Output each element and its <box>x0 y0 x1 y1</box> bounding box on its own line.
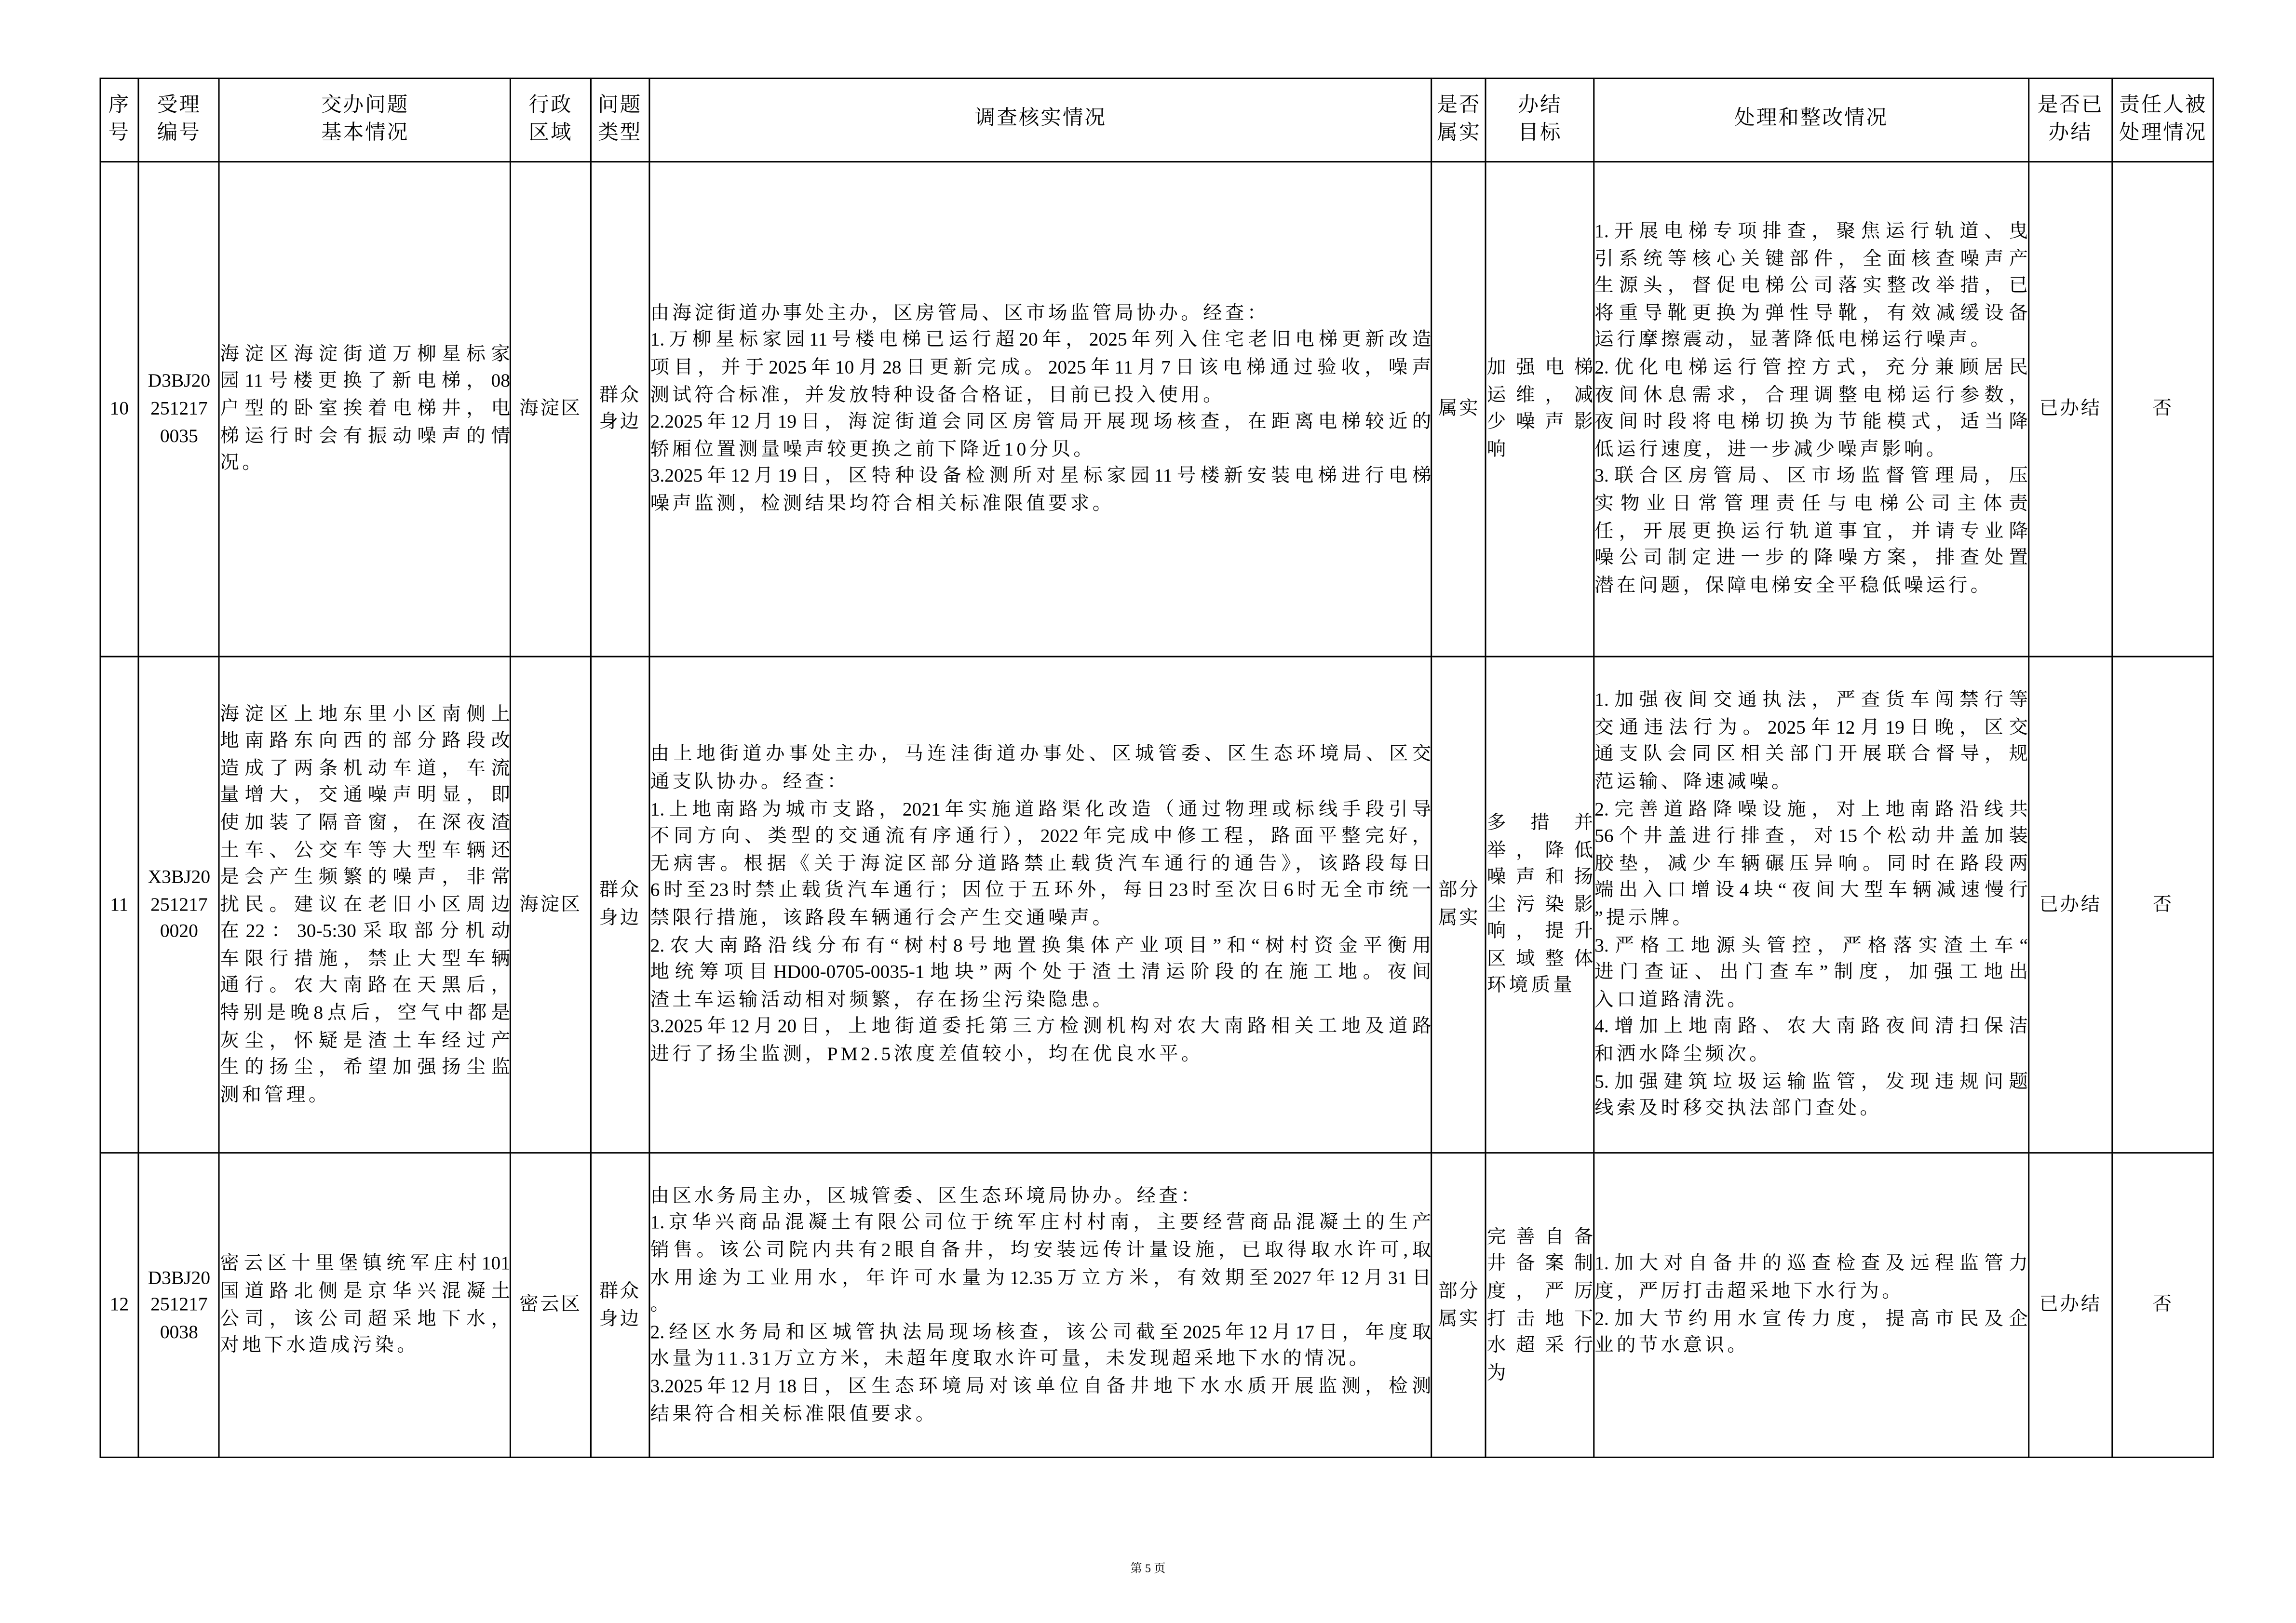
text-line: 灰尘，怀疑是渣土车经过产 <box>220 1029 511 1051</box>
table-header-row <box>100 78 2214 161</box>
text-line: 2.2025年12月19日，海淀街道会同区房管局开展现场核查，在距离电梯较近的 <box>650 410 1432 432</box>
cell-verified <box>1432 1153 1486 1458</box>
text-line: 区域整体 <box>1486 947 1594 969</box>
paragraph <box>1594 932 2028 1013</box>
text-line: 通支队会同区相关部门开展联合督导，规 <box>1594 743 2028 765</box>
text-line: 测试符合标准，并发放特种设备合格证，目前已投入使用。 <box>650 383 1225 405</box>
column-header-label: 属实 <box>1437 121 1481 145</box>
paragraph <box>650 932 1432 1013</box>
text-line: 不同方向、类型的交通流有序通行），2022年完成中修工程，路面平整完好， <box>650 824 1432 847</box>
column-header-label: 是否已 <box>2037 93 2104 117</box>
text-line: 3.2025年12月18日，区生态环境局对该单位自备井地下水水质开展监测，检测 <box>650 1374 1432 1397</box>
column-header-label: 受理 <box>157 93 201 117</box>
column-header-label: 类型 <box>598 121 642 145</box>
cell-accountability <box>2112 657 2214 1153</box>
text-line: 4.增加上地南路、农大南路夜间清扫保洁 <box>1594 1015 2028 1037</box>
text-line: 销售。该公司院内共有2眼自备井，均安装远传计量设施，已取得取水许可,取 <box>650 1238 1432 1261</box>
cell-text: 密云区 <box>519 1293 582 1315</box>
text-line: 6时至23时禁止载货汽车通行；因位于五环外，每日23时至次日6时无全市统一 <box>650 879 1432 901</box>
text-line: 度，严厉打击超采地下水行为。 <box>1594 1279 1904 1301</box>
text-line: 1.上地南路为城市支路，2021年实施道路渠化改造（通过物理或标线手段引导 <box>650 797 1432 819</box>
text-line: 线索及时移交执法部门查处。 <box>1594 1097 1882 1119</box>
text-line: 水用途为工业用水，年许可水量为12.35万立方米，有效期至2027年12月31日 <box>650 1265 1432 1288</box>
text-line: 渣土车运输活动相对频繁，存在扬尘污染隐患。 <box>650 988 1115 1010</box>
text-line: 对地下水造成污染。 <box>220 1333 419 1356</box>
column-header-label: 交办问题 <box>321 93 409 117</box>
text-line: 梯运行时会有振动噪声的情 <box>220 424 511 446</box>
paragraph <box>650 1014 1432 1068</box>
cell-text: 海淀区 <box>519 396 582 419</box>
cell-issue-description <box>219 1153 511 1458</box>
text-line: 2.完善道路降噪设施，对上地南路沿线共 <box>1594 797 2028 819</box>
column-header-issue-description <box>219 78 511 161</box>
text-line: 3.2025年12月20日，上地街道委托第三方检测机构对农大南路相关工地及道路 <box>650 1015 1432 1037</box>
cell-text-line: 属实 <box>1438 1306 1480 1329</box>
text-line: 项目，并于2025年10月28日更新完成。2025年11月7日该电梯通过验收，噪声 <box>650 356 1432 378</box>
paragraph <box>220 1251 510 1360</box>
text-line: 公司，该公司超采地下水， <box>220 1306 511 1329</box>
text-line: 特别是晚8点后，空气中都是 <box>220 1001 511 1024</box>
table-body <box>100 161 2214 1457</box>
text-line: 结果符合相关标准限值要求。 <box>650 1402 938 1424</box>
cell-case-id <box>139 1153 219 1458</box>
text-line: 将重导靴更换为弹性导靴，有效减缓设备 <box>1594 301 2028 323</box>
text-line: 胶垫，减少车辆碾压异响。同时在路段两 <box>1594 851 2028 874</box>
column-header-label: 行政 <box>528 93 573 117</box>
text-line: 任，开展更换运行轨道事宜，并请专业降 <box>1594 519 2028 541</box>
paragraph <box>650 463 1432 518</box>
page-number: 第 5 页 <box>1130 1562 1166 1575</box>
column-header-case-id <box>139 78 219 161</box>
text-line: 56个井盖进行排查，对15个松动井盖加装 <box>1594 824 2028 847</box>
text-line: 1.加大对自备井的巡查检查及远程监管力 <box>1594 1252 2028 1274</box>
cell-district <box>511 161 591 657</box>
column-header-label: 处理和整改情况 <box>1734 107 1889 131</box>
cell-accountability <box>2112 161 2214 657</box>
column-header-verified <box>1432 78 1486 161</box>
column-header-label: 是否 <box>1437 93 1481 117</box>
text-line: 1.万柳星标家园11号楼电梯已运行超20年，2025年列入住宅老旧电梯更新改造 <box>650 328 1432 351</box>
text-line: 实物业日常管理责任与电梯公司主体责 <box>1594 492 2028 514</box>
cell-seq <box>100 1153 139 1458</box>
cell-verified <box>1432 161 1486 657</box>
text-line: 为 <box>1486 1361 1509 1383</box>
cell-text: 海淀区 <box>519 892 582 915</box>
paragraph <box>1487 809 1593 1000</box>
cell-text-line: 身边 <box>599 1306 641 1329</box>
cell-resolution-goal <box>1486 657 1594 1153</box>
text-line: 响 <box>1486 437 1509 460</box>
text-line: 1.京华兴商品混凝土有限公司位于统军庄村村南，主要经营商品混凝土的生产 <box>650 1211 1432 1234</box>
column-header-label: 办结 <box>2048 121 2093 145</box>
text-line: 进行了扬尘监测，PM2.5浓度差值较小，均在优良水平。 <box>650 1042 1203 1064</box>
cell-text-line: 251217 <box>150 396 208 419</box>
text-line: 轿厢位置测量噪声较更换之前下降近10分贝。 <box>650 437 1096 460</box>
cell-text-line: 属实 <box>1438 906 1480 928</box>
column-header-seq <box>100 78 139 161</box>
text-line: 扰民。建议在老旧小区周边 <box>220 892 511 915</box>
text-line: 户型的卧室挨着电梯井，电 <box>220 396 511 419</box>
text-line: 由海淀街道办事处主办，区房管局、区市场监管局协办。经查： <box>650 301 1270 323</box>
column-header-label: 目标 <box>1518 121 1562 145</box>
cell-resolution-goal <box>1486 161 1594 657</box>
column-header-label: 调查核实情况 <box>974 107 1107 131</box>
table-row <box>100 657 2214 1153</box>
paragraph <box>650 1373 1432 1428</box>
text-line: 量增大，交通噪声明显，即 <box>220 783 511 806</box>
cell-case-id <box>139 657 219 1153</box>
text-line: 响，提升 <box>1486 920 1594 942</box>
cell-rectification-actions <box>1594 1153 2029 1458</box>
text-line: 噪声和扬 <box>1486 865 1594 887</box>
text-line: 1.加强夜间交通执法，严查货车闯禁行等 <box>1594 688 2028 711</box>
text-line: 水超采行 <box>1486 1333 1594 1356</box>
text-line: 车限行措施，禁止大型车辆 <box>220 947 511 969</box>
paragraph <box>1594 687 2028 796</box>
column-header-investigation <box>649 78 1432 161</box>
cell-investigation <box>649 161 1432 657</box>
cell-investigation <box>649 657 1432 1153</box>
text-line: 引系统等核心关键部件，全面核查噪声产 <box>1594 247 2028 269</box>
cell-closure-status <box>2029 1153 2112 1458</box>
cell-text: 否 <box>2152 892 2174 915</box>
text-line: 。 <box>650 1293 673 1315</box>
text-line: 2.优化电梯运行管控方式，充分兼顾居民 <box>1594 356 2028 378</box>
text-line: 进门查证、出门查车”制度，加强工地出 <box>1594 960 2028 983</box>
column-header-label: 基本情况 <box>321 121 409 145</box>
cell-issue-category <box>590 657 649 1153</box>
cell-seq <box>100 657 139 1153</box>
text-line: 水量为11.31万立方米，未超年度取水许可量，未发现超采地下水的情况。 <box>650 1347 1371 1369</box>
cell-text: 已办结 <box>2039 1293 2102 1315</box>
paragraph <box>1487 1223 1593 1387</box>
text-line: 2.农大南路沿线分布有“树村8号地置换集体产业项目”和“树村资金平衡用 <box>650 933 1432 955</box>
cell-text-line: 251217 <box>150 1293 208 1315</box>
text-line: 5.加强建筑垃圾运输监管，发现违规问题 <box>1594 1069 2028 1092</box>
cell-closure-status <box>2029 161 2112 657</box>
text-line: 生源头，督促电梯公司落实整改举措，已 <box>1594 274 2028 296</box>
text-line: 夜间休息需求，合理调整电梯运行参数， <box>1594 383 2028 405</box>
column-header-label: 办结 <box>1518 93 1562 117</box>
text-line: 况。 <box>220 451 265 473</box>
column-header-resolution-goal <box>1486 78 1594 161</box>
text-line: 入口道路清洗。 <box>1594 988 1750 1010</box>
paragraph <box>650 1210 1432 1319</box>
column-header-label: 责任人被 <box>2119 93 2207 117</box>
text-line: 无病害。根据《关于海淀区部分道路禁止载货汽车通行的通告》，该路段每日 <box>650 851 1432 874</box>
column-header-issue-category <box>590 78 649 161</box>
paragraph <box>650 1182 1432 1209</box>
text-line: 加强电梯 <box>1486 356 1594 378</box>
cell-text-line: 0035 <box>160 424 198 446</box>
cell-issue-category <box>590 1153 649 1458</box>
cell-text-line: 群众 <box>599 383 641 405</box>
text-line: 潜在问题，保障电梯安全平稳低噪运行。 <box>1594 573 1993 596</box>
supervision-case-table <box>99 77 2215 1458</box>
text-line: 在22：30-5:30采取部分机动 <box>220 920 511 942</box>
table-header <box>100 78 2214 161</box>
text-line: 业的节水意识。 <box>1594 1333 1750 1356</box>
text-line: 通支队协办。经查： <box>650 770 850 792</box>
text-line: ”提示牌。 <box>1594 906 1695 928</box>
text-line: 生的扬尘，希望加强扬尘监 <box>220 1056 511 1078</box>
cell-rectification-actions <box>1594 161 2029 657</box>
text-line: 3.联合区房管局、区市场监督管理局，压 <box>1594 465 2028 487</box>
text-line: 3.严格工地源头管控，严格落实渣土车“ <box>1594 933 2028 955</box>
text-line: 少噪声影 <box>1486 410 1594 432</box>
cell-issue-description <box>219 161 511 657</box>
paragraph <box>1487 354 1593 463</box>
column-header-accountability <box>2112 78 2214 161</box>
cell-accountability <box>2112 1153 2214 1458</box>
column-header-closure-status <box>2029 78 2112 161</box>
text-line: 完善自备 <box>1486 1225 1594 1247</box>
column-header-label: 序 <box>108 93 131 117</box>
paragraph <box>1594 1014 2028 1068</box>
text-line: 运行摩擦震动，显著降低电梯运行噪声。 <box>1594 328 1993 351</box>
text-line: 通行。农大南路在天黑后， <box>220 974 511 996</box>
text-line: 噪公司制定进一步的降噪方案，排查处置 <box>1594 546 2028 569</box>
text-line: 打击地下 <box>1486 1306 1594 1329</box>
text-line: 使加装了隔音窗，在深夜渣 <box>220 811 511 833</box>
cell-text: 12 <box>109 1293 129 1315</box>
table-row <box>100 1153 2214 1458</box>
cell-text: 10 <box>109 396 129 419</box>
text-line: 禁限行措施，该路段车辆通行会产生交通噪声。 <box>650 906 1115 928</box>
text-line: 国道路北侧是京华兴混凝土 <box>220 1279 511 1301</box>
text-line: 园11号楼更换了新电梯，08 <box>220 369 511 391</box>
cell-text-line: 0020 <box>160 920 198 942</box>
paragraph <box>1594 218 2028 354</box>
cell-text-line: 群众 <box>599 1279 641 1301</box>
text-line: 交通违法行为。2025年12月19日晚，区交 <box>1594 715 2028 738</box>
cell-text-line: 群众 <box>599 879 641 901</box>
cell-text-line: 部分 <box>1438 879 1480 901</box>
cell-text: 已办结 <box>2039 892 2102 915</box>
column-header-label: 问题 <box>598 93 642 117</box>
paragraph <box>1594 1068 2028 1123</box>
cell-district <box>511 657 591 1153</box>
text-line: 端出入口增设4块“夜间大型车辆减速慢行 <box>1594 879 2028 901</box>
cell-rectification-actions <box>1594 657 2029 1153</box>
text-line: 范运输、降速减噪。 <box>1594 770 1794 792</box>
paragraph <box>1594 354 2028 463</box>
text-line: 2.经区水务局和区城管执法局现场核查，该公司截至2025年12月17日，年度取 <box>650 1320 1432 1342</box>
cell-text-line: 属实 <box>1438 396 1480 419</box>
text-line: 井备案制 <box>1486 1252 1594 1274</box>
cell-resolution-goal <box>1486 1153 1594 1458</box>
paragraph <box>650 327 1432 409</box>
text-line: 和洒水降尘频次。 <box>1594 1042 1772 1064</box>
column-header-rectification-actions <box>1594 78 2029 161</box>
column-header-label: 编号 <box>157 121 201 145</box>
text-line: 造成了两条机动车道，车流 <box>220 756 511 778</box>
text-line: 海淀区海淀街道万柳星标家 <box>220 342 511 364</box>
text-line: 是会产生频繁的噪声，非常 <box>220 865 511 887</box>
text-line: 由上地街道办事处主办，马连洼街道办事处、区城管委、区生态环境局、区交 <box>650 743 1432 765</box>
cell-issue-description <box>219 657 511 1153</box>
text-line: 2.加大节约用水宣传力度，提高市民及企 <box>1594 1306 2028 1329</box>
text-line: 低运行速度，进一步减少噪声影响。 <box>1594 437 1948 460</box>
cell-text-line: 部分 <box>1438 1279 1480 1301</box>
cell-verified <box>1432 657 1486 1153</box>
text-line: 运维，减 <box>1486 383 1594 405</box>
paragraph <box>650 409 1432 463</box>
text-line: 密云区十里堡镇统军庄村101 <box>220 1252 511 1274</box>
column-header-label: 号 <box>108 121 131 145</box>
text-line: 海淀区上地东里小区南侧上 <box>220 702 511 724</box>
cell-text-line: 身边 <box>599 410 641 432</box>
paragraph <box>220 341 510 477</box>
paragraph <box>650 741 1432 796</box>
cell-text-line: 0038 <box>160 1320 198 1342</box>
text-line: 多措并 <box>1486 811 1594 833</box>
cell-text-line: D3BJ20 <box>148 1265 211 1288</box>
text-line: 由区水务局主办，区城管委、区生态环境局协办。经查： <box>650 1184 1203 1206</box>
paragraph <box>1594 463 2028 599</box>
cell-closure-status <box>2029 657 2112 1153</box>
paragraph <box>1594 1305 2028 1359</box>
cell-case-id <box>139 161 219 657</box>
text-line: 度，严厉 <box>1486 1279 1594 1301</box>
paragraph <box>650 796 1432 932</box>
text-line: 地南路东向西的部分路段改 <box>220 729 511 751</box>
text-line: 测和管理。 <box>220 1083 331 1105</box>
text-line: 3.2025年12月19日，区特种设备检测所对星标家园11号楼新安装电梯进行电梯 <box>650 465 1432 487</box>
cell-investigation <box>649 1153 1432 1458</box>
column-header-label: 区域 <box>528 121 573 145</box>
cell-text-line: D3BJ20 <box>148 369 211 391</box>
cell-text-line: 身边 <box>599 906 641 928</box>
paragraph <box>650 300 1432 327</box>
paragraph <box>1594 1251 2028 1305</box>
text-line: 土车、公交车等大型车辆还 <box>220 838 511 860</box>
table-row <box>100 161 2214 657</box>
paragraph <box>1594 796 2028 932</box>
paragraph <box>220 700 510 1109</box>
text-line: 举，降低 <box>1486 838 1594 860</box>
text-line: 地统筹项目HD00-0705-0035-1地块”两个处于渣土清运阶段的在施工地。夜间 <box>650 960 1432 983</box>
cell-text-line: 251217 <box>150 892 208 915</box>
cell-issue-category <box>590 161 649 657</box>
text-line: 1.开展电梯专项排查，聚焦运行轨道、曳 <box>1594 219 2028 242</box>
text-line: 环境质量 <box>1486 974 1576 996</box>
cell-text-line: X3BJ20 <box>148 865 211 887</box>
cell-text: 11 <box>110 892 129 915</box>
cell-text: 否 <box>2152 396 2174 419</box>
cell-text: 否 <box>2152 1293 2174 1315</box>
text-line: 夜间时段将电梯切换为节能模式，适当降 <box>1594 410 2028 432</box>
cell-text: 已办结 <box>2039 396 2102 419</box>
text-line: 尘污染影 <box>1486 892 1594 915</box>
cell-seq <box>100 161 139 657</box>
paragraph <box>650 1319 1432 1373</box>
column-header-label: 处理情况 <box>2119 121 2207 145</box>
text-line: 噪声监测，检测结果均符合相关标准限值要求。 <box>650 492 1115 514</box>
column-header-district <box>511 78 591 161</box>
cell-district <box>511 1153 591 1458</box>
